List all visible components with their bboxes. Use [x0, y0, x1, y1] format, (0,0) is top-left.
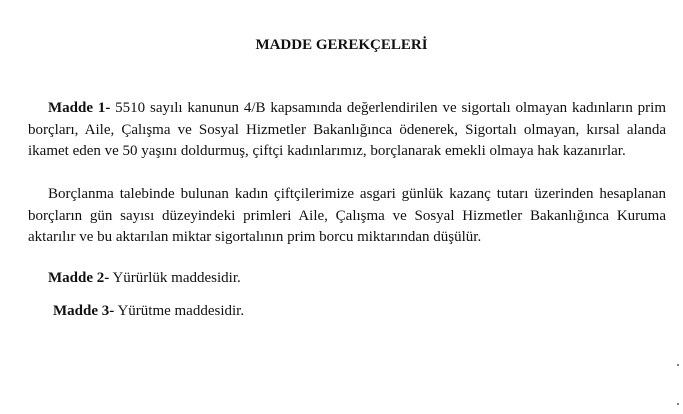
- article-1-label: Madde 1-: [48, 100, 111, 116]
- article-3-text: Yürütme maddesidir.: [114, 303, 245, 319]
- article-1-text: 5510 sayılı kanunun 4/B kapsamında değerlendirilen ve sigortalı olmayan kadınların prim borçları, Aile, Çalışma ve Sosyal Hizmetler Bakanlığınca ödenerek, Sigortalı olmayan, kırsal alanda ikamet eden ve 50 yaşını doldurmuş, çiftçi kadınlarımız, borçlanarak emekli olmaya hak kazanırlar.: [28, 100, 666, 159]
- article-1-paragraph-2: Borçlanma talebinde bulunan kadın çiftçilerimize asgari günlük kazanç tutarı üzerinden hesaplanan borçların gün sayısı düzeyindeki primleri Aile, Çalışma ve Sosyal Hizmetler Bakanlığınca Kuruma aktarılır ve bu aktarılan miktar sigortalının prim borcu miktarından düşülür.: [28, 186, 666, 245]
- article-2-paragraph: [48, 269, 241, 287]
- article-3-label: Madde 3-: [53, 303, 115, 319]
- scan-speck: [677, 403, 679, 405]
- article-2-label: Madde 2-: [48, 270, 110, 286]
- scan-speck: [677, 364, 679, 366]
- document-title: MADDE GEREKÇELERİ: [255, 37, 428, 53]
- article-2-text: Yürürlük maddesidir.: [109, 270, 241, 286]
- article-1-paragraph: [28, 98, 666, 163]
- article-3-paragraph: [53, 302, 244, 320]
